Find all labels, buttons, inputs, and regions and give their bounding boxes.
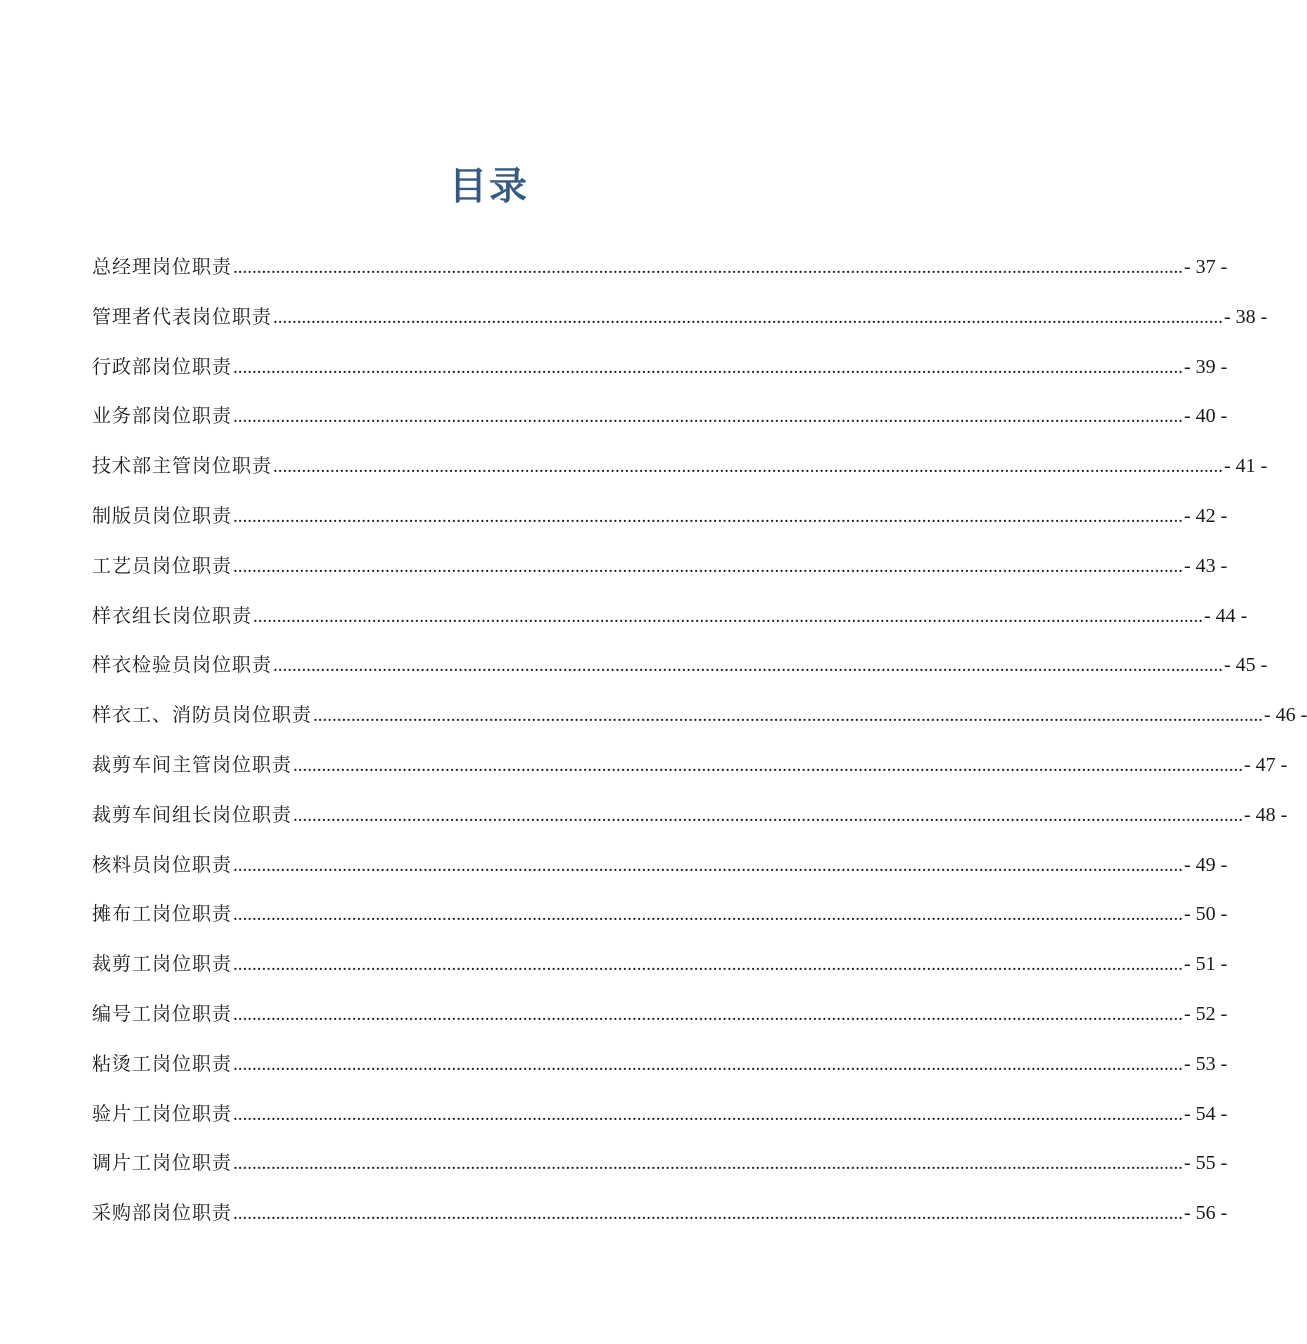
- toc-dot-leader: ........................................................................................................................................................................................................: [273, 456, 1224, 478]
- toc-entry[interactable]: [92, 648, 1268, 698]
- toc-entry-label: 技术部主管岗位职责: [92, 455, 273, 478]
- toc-dot-leader: ........................................................................................................................................................................................................: [273, 655, 1224, 677]
- toc-entry-page: - 54 -: [1184, 1102, 1228, 1125]
- toc-entry-label: 采购部岗位职责: [92, 1202, 233, 1225]
- toc-entry[interactable]: [92, 1146, 1228, 1196]
- toc-dot-leader: ........................................................................................................................................................................................................: [233, 904, 1184, 926]
- toc-dot-leader: ........................................................................................................................................................................................................: [253, 605, 1204, 627]
- toc-entry[interactable]: [92, 947, 1228, 997]
- toc-entry-label: 工艺员岗位职责: [92, 554, 233, 577]
- toc-entry-page: - 55 -: [1184, 1152, 1228, 1175]
- toc-dot-leader: ........................................................................................................................................................................................................: [233, 555, 1184, 577]
- toc-entry-page: - 48 -: [1244, 803, 1288, 826]
- toc-entry[interactable]: [92, 549, 1228, 599]
- toc-dot-leader: ........................................................................................................................................................................................................: [233, 954, 1184, 976]
- toc-entry-label: 验片工岗位职责: [92, 1102, 233, 1125]
- toc-entry[interactable]: [92, 848, 1228, 898]
- toc-entry-label: 裁剪工岗位职责: [92, 953, 233, 976]
- toc-entry-page: - 50 -: [1184, 903, 1228, 926]
- toc-entry-label: 粘烫工岗位职责: [92, 1052, 233, 1075]
- toc-entry-page: - 45 -: [1224, 654, 1268, 677]
- toc-entry-page: - 52 -: [1184, 1002, 1228, 1025]
- toc-entry-page: - 41 -: [1224, 455, 1268, 478]
- toc-list: [92, 250, 1307, 1246]
- toc-entry[interactable]: [92, 1097, 1228, 1147]
- toc-entry[interactable]: [92, 449, 1268, 499]
- toc-entry-page: - 40 -: [1184, 405, 1228, 428]
- toc-entry-label: 业务部岗位职责: [92, 405, 233, 428]
- toc-entry-label: 样衣工、消防员岗位职责: [92, 704, 313, 727]
- toc-entry-label: 编号工岗位职责: [92, 1002, 233, 1025]
- toc-dot-leader: ........................................................................................................................................................................................................: [233, 356, 1184, 378]
- toc-dot-leader: ........................................................................................................................................................................................................: [233, 505, 1184, 527]
- toc-entry-page: - 44 -: [1204, 604, 1248, 627]
- toc-entry-label: 样衣检验员岗位职责: [92, 654, 273, 677]
- toc-entry-page: - 38 -: [1224, 305, 1268, 328]
- toc-entry-page: - 37 -: [1184, 256, 1228, 278]
- toc-entry-page: - 53 -: [1184, 1052, 1228, 1075]
- toc-entry[interactable]: [92, 1047, 1228, 1097]
- toc-entry[interactable]: [92, 997, 1228, 1047]
- toc-entry-page: - 56 -: [1184, 1202, 1228, 1225]
- toc-entry-label: 行政部岗位职责: [92, 355, 233, 378]
- toc-dot-leader: ........................................................................................................................................................................................................: [233, 854, 1184, 876]
- toc-entry-page: - 49 -: [1184, 853, 1228, 876]
- toc-entry[interactable]: [92, 1196, 1228, 1246]
- toc-entry-label: 裁剪车间主管岗位职责: [92, 753, 293, 776]
- toc-dot-leader: ........................................................................................................................................................................................................: [233, 1003, 1184, 1025]
- toc-entry-page: - 46 -: [1264, 704, 1307, 727]
- toc-entry-label: 裁剪车间组长岗位职责: [92, 803, 293, 826]
- toc-dot-leader: ........................................................................................................................................................................................................: [233, 1153, 1184, 1175]
- toc-dot-leader: ........................................................................................................................................................................................................: [233, 1053, 1184, 1075]
- toc-entry-page: - 39 -: [1184, 355, 1228, 378]
- toc-dot-leader: ........................................................................................................................................................................................................: [313, 705, 1264, 727]
- toc-entry[interactable]: [92, 300, 1268, 350]
- toc-entry[interactable]: [92, 350, 1228, 400]
- toc-entry-label: 样衣组长岗位职责: [92, 604, 253, 627]
- toc-entry[interactable]: [92, 599, 1248, 649]
- toc-entry-page: - 51 -: [1184, 953, 1228, 976]
- toc-dot-leader: ........................................................................................................................................................................................................: [233, 406, 1184, 428]
- toc-entry-label: 调片工岗位职责: [92, 1152, 233, 1175]
- toc-entry[interactable]: [92, 897, 1228, 947]
- toc-entry-label: 管理者代表岗位职责: [92, 305, 273, 328]
- toc-dot-leader: ........................................................................................................................................................................................................: [293, 804, 1244, 826]
- toc-entry-label: 总经理岗位职责: [92, 256, 233, 278]
- toc-dot-leader: ........................................................................................................................................................................................................: [233, 257, 1184, 278]
- toc-entry[interactable]: [92, 748, 1288, 798]
- toc-entry[interactable]: [92, 798, 1288, 848]
- toc-entry-label: 核料员岗位职责: [92, 853, 233, 876]
- toc-title: 目录: [448, 164, 529, 208]
- toc-entry-page: - 47 -: [1244, 753, 1288, 776]
- toc-dot-leader: ........................................................................................................................................................................................................: [293, 754, 1244, 776]
- toc-entry-page: - 43 -: [1184, 554, 1228, 577]
- toc-dot-leader: ........................................................................................................................................................................................................: [233, 1103, 1184, 1125]
- toc-entry[interactable]: [92, 399, 1228, 449]
- toc-entry-label: 制版员岗位职责: [92, 504, 233, 527]
- toc-dot-leader: ........................................................................................................................................................................................................: [273, 306, 1224, 328]
- toc-entry-page: - 42 -: [1184, 504, 1228, 527]
- toc-entry-label: 摊布工岗位职责: [92, 903, 233, 926]
- toc-entry[interactable]: [92, 698, 1307, 748]
- toc-entry[interactable]: [92, 499, 1228, 549]
- toc-dot-leader: ........................................................................................................................................................................................................: [233, 1203, 1184, 1225]
- toc-entry[interactable]: [92, 250, 1228, 300]
